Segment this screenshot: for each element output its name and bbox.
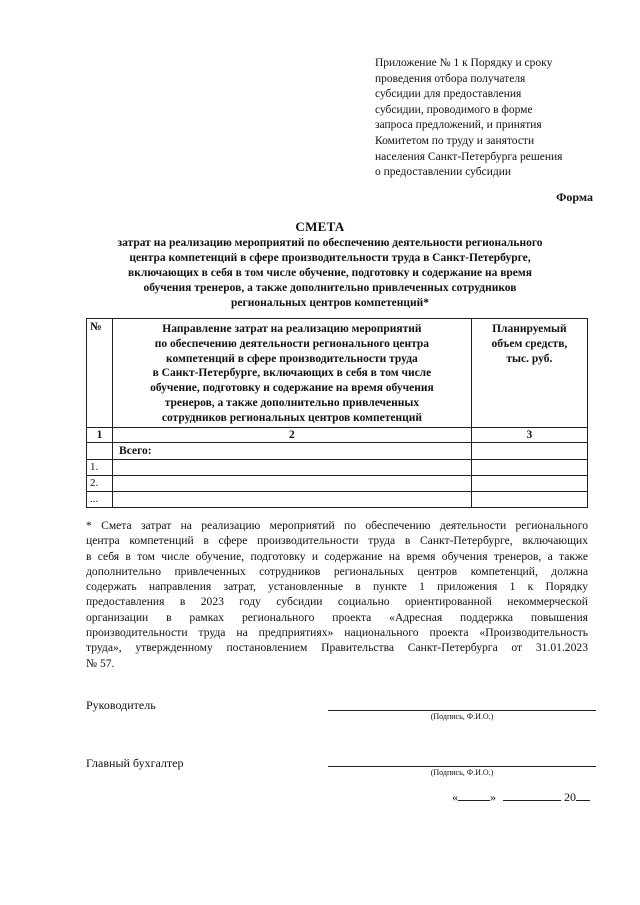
head-signature-label: Руководитель bbox=[86, 698, 156, 712]
header-num: № bbox=[87, 319, 113, 428]
annex-line: проведения отбора получателя bbox=[375, 72, 526, 85]
header-amount-line: тыс. руб. bbox=[506, 352, 553, 365]
row-num: ... bbox=[87, 492, 113, 508]
date-day-blank[interactable] bbox=[458, 790, 490, 801]
subtitle-line: центра компетенций в сфере производительности труда в Санкт-Петербурге, bbox=[129, 252, 531, 264]
table-row bbox=[87, 460, 588, 476]
row-num: 2. bbox=[87, 476, 113, 492]
subtitle-line: обучения тренеров, а также дополнительно привлеченных сотрудников bbox=[143, 282, 517, 294]
row-amount-cell[interactable] bbox=[471, 460, 587, 476]
annex-line: Приложение № 1 к Порядку и сроку bbox=[375, 57, 553, 69]
row-num: 1. bbox=[87, 460, 113, 476]
index-cell: 2 bbox=[113, 428, 472, 443]
date-open-quote: « bbox=[452, 790, 458, 804]
header-direction-line: в Санкт-Петербурге, включающих в себя в том числе bbox=[152, 367, 432, 380]
index-cell: 1 bbox=[87, 428, 113, 443]
footnote-line: № 57. bbox=[86, 656, 115, 670]
document-subtitle bbox=[80, 236, 580, 311]
annex-line: субсидии для предоставления bbox=[375, 88, 522, 101]
date-close-quote: » bbox=[490, 790, 496, 804]
accountant-signature-label: Главный бухгалтер bbox=[86, 756, 184, 770]
footnote-line: дополнительно привлеченных сотрудников региональных центров компетенций, должна bbox=[86, 564, 588, 578]
row-direction-cell[interactable] bbox=[113, 492, 472, 508]
header-direction-line: тренеров, а также дополнительно привлеченных bbox=[164, 396, 420, 409]
footnote-line: в себя в том числе обучение, подготовку и содержание на время обучения тренеров, а также bbox=[86, 549, 588, 563]
table-header-row bbox=[87, 319, 588, 428]
footnote-line: содержать направления затрат, установленные в пункте 1 приложения 1 к Порядку bbox=[86, 580, 588, 594]
cost-table bbox=[86, 318, 588, 508]
subtitle-line: региональных центров компетенций* bbox=[230, 297, 429, 309]
footnote-line: организации в рамках регионального проекта «Адресная поддержка повышения bbox=[86, 610, 588, 624]
accountant-signature-caption: (Подпись, Ф.И.О.) bbox=[430, 768, 494, 777]
head-signature-line[interactable] bbox=[328, 710, 596, 711]
header-direction bbox=[113, 319, 472, 428]
table-row bbox=[87, 476, 588, 492]
header-amount-line: Планируемый bbox=[492, 323, 567, 335]
footnote-line: центра компетенций в сфере производительности труда в Санкт-Петербурге, включающих bbox=[86, 534, 588, 548]
annex-line: населения Санкт-Петербурга решения bbox=[375, 150, 563, 163]
date-year-prefix: 20 bbox=[564, 790, 576, 804]
header-amount-line: объем средств, bbox=[491, 337, 568, 350]
subtitle-line: включающих в себя в том числе обучение, подготовку и содержание на время bbox=[128, 267, 532, 279]
table-index-row bbox=[87, 428, 588, 443]
total-num-cell[interactable] bbox=[87, 443, 113, 460]
table-total-row bbox=[87, 443, 588, 460]
header-direction-line: Направление затрат на реализацию мероприятий bbox=[162, 323, 422, 335]
date-year-blank[interactable] bbox=[576, 790, 590, 801]
total-amount-cell[interactable] bbox=[471, 443, 587, 460]
index-cell: 3 bbox=[471, 428, 587, 443]
row-direction-cell[interactable] bbox=[113, 476, 472, 492]
header-amount bbox=[471, 319, 587, 428]
annex-line: Комитетом по труду и занятости bbox=[375, 134, 535, 147]
annex-line: субсидии, проводимого в форме bbox=[375, 103, 533, 116]
header-direction-line: по обеспечению деятельности регионального центра bbox=[154, 337, 430, 350]
row-amount-cell[interactable] bbox=[471, 492, 587, 508]
form-label: Форма bbox=[556, 190, 593, 204]
header-direction-line: компетенций в сфере производительности труда bbox=[166, 352, 418, 365]
footnote-line: предоставления в 2023 году субсидии социально ориентированной некоммерческой bbox=[86, 595, 588, 609]
row-direction-cell[interactable] bbox=[113, 460, 472, 476]
head-signature-caption: (Подпись, Ф.И.О.) bbox=[430, 712, 494, 721]
header-direction-line: обучение, подготовку и содержание на время обучения bbox=[150, 382, 434, 395]
subtitle-line: затрат на реализацию мероприятий по обеспечению деятельности регионального bbox=[117, 237, 543, 249]
date-month-blank[interactable] bbox=[503, 790, 561, 801]
table-row bbox=[87, 492, 588, 508]
total-label: Всего: bbox=[113, 443, 472, 460]
annex-reference bbox=[375, 56, 615, 181]
accountant-signature-line[interactable] bbox=[328, 766, 596, 767]
header-direction-line: сотрудников региональных центров компетенций bbox=[161, 411, 422, 424]
footnote-line: * Смета затрат на реализацию мероприятий по обеспечению деятельности регионального bbox=[86, 519, 588, 532]
footnote bbox=[86, 518, 588, 671]
document-title: СМЕТА bbox=[295, 219, 345, 234]
footnote-line: производительности труда на предприятиях» национального проекта «Производительность bbox=[86, 626, 588, 640]
date-line bbox=[452, 790, 590, 805]
annex-line: о предоставлении субсидии bbox=[375, 166, 512, 179]
footnote-line: труда», утвержденному постановлением Правительства Санкт-Петербурга от 31.01.2023 bbox=[86, 641, 588, 655]
row-amount-cell[interactable] bbox=[471, 476, 587, 492]
annex-line: запроса предложений, и принятия bbox=[375, 119, 542, 132]
